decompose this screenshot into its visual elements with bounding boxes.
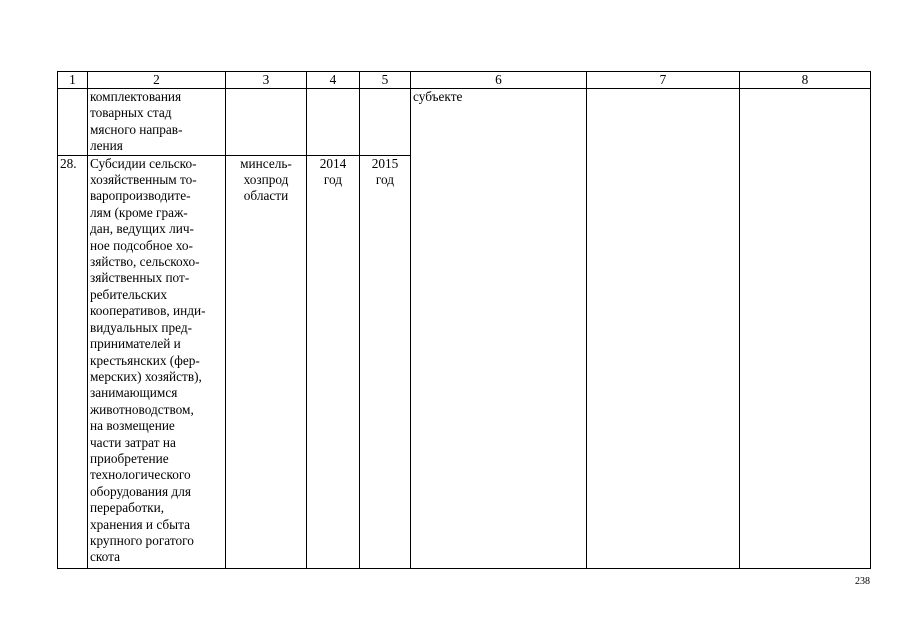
column-header: 6: [411, 72, 587, 89]
table-cell: [58, 89, 88, 156]
measure-description: Субсидии сельско- хозяйственным то- варопроизводите- лям (кроме граж- дан, ведущих лич- ное подсобное хо- зяйство, сельскохо- зяйственных пот- ребительских кооперативов, инди- видуальных пред- принимателей и крестьянских (фер- мерских) хозяйств), занимающимся животноводством, на возмещение части затрат на приобретение технологического оборудования для переработки, хранения и сбыта крупного рогатого скота: [88, 155, 226, 568]
column-header: 3: [226, 72, 307, 89]
responsible-executor: минсель- хозпрод области: [226, 155, 307, 568]
column-header: 7: [587, 72, 740, 89]
table-cell: [307, 89, 360, 156]
column-header: 8: [740, 72, 871, 89]
start-year: 2014 год: [307, 155, 360, 568]
end-year: 2015 год: [360, 155, 411, 568]
column-header: 2: [88, 72, 226, 89]
expected-result-cell: субъекте: [411, 89, 587, 569]
column-header: 4: [307, 72, 360, 89]
table-cell: [587, 89, 740, 569]
page-number: 238: [855, 576, 870, 587]
column-header: 5: [360, 72, 411, 89]
table-row-continued: [58, 89, 871, 156]
table-cell: [740, 89, 871, 569]
table-cell: [226, 89, 307, 156]
column-number-header-row: [58, 72, 871, 89]
column-header: 1: [58, 72, 88, 89]
measure-description-continued: комплектования товарных стад мясного направ- ления: [88, 89, 226, 156]
program-measures-table: [57, 71, 871, 569]
row-number: 28.: [58, 155, 88, 568]
table-cell: [360, 89, 411, 156]
